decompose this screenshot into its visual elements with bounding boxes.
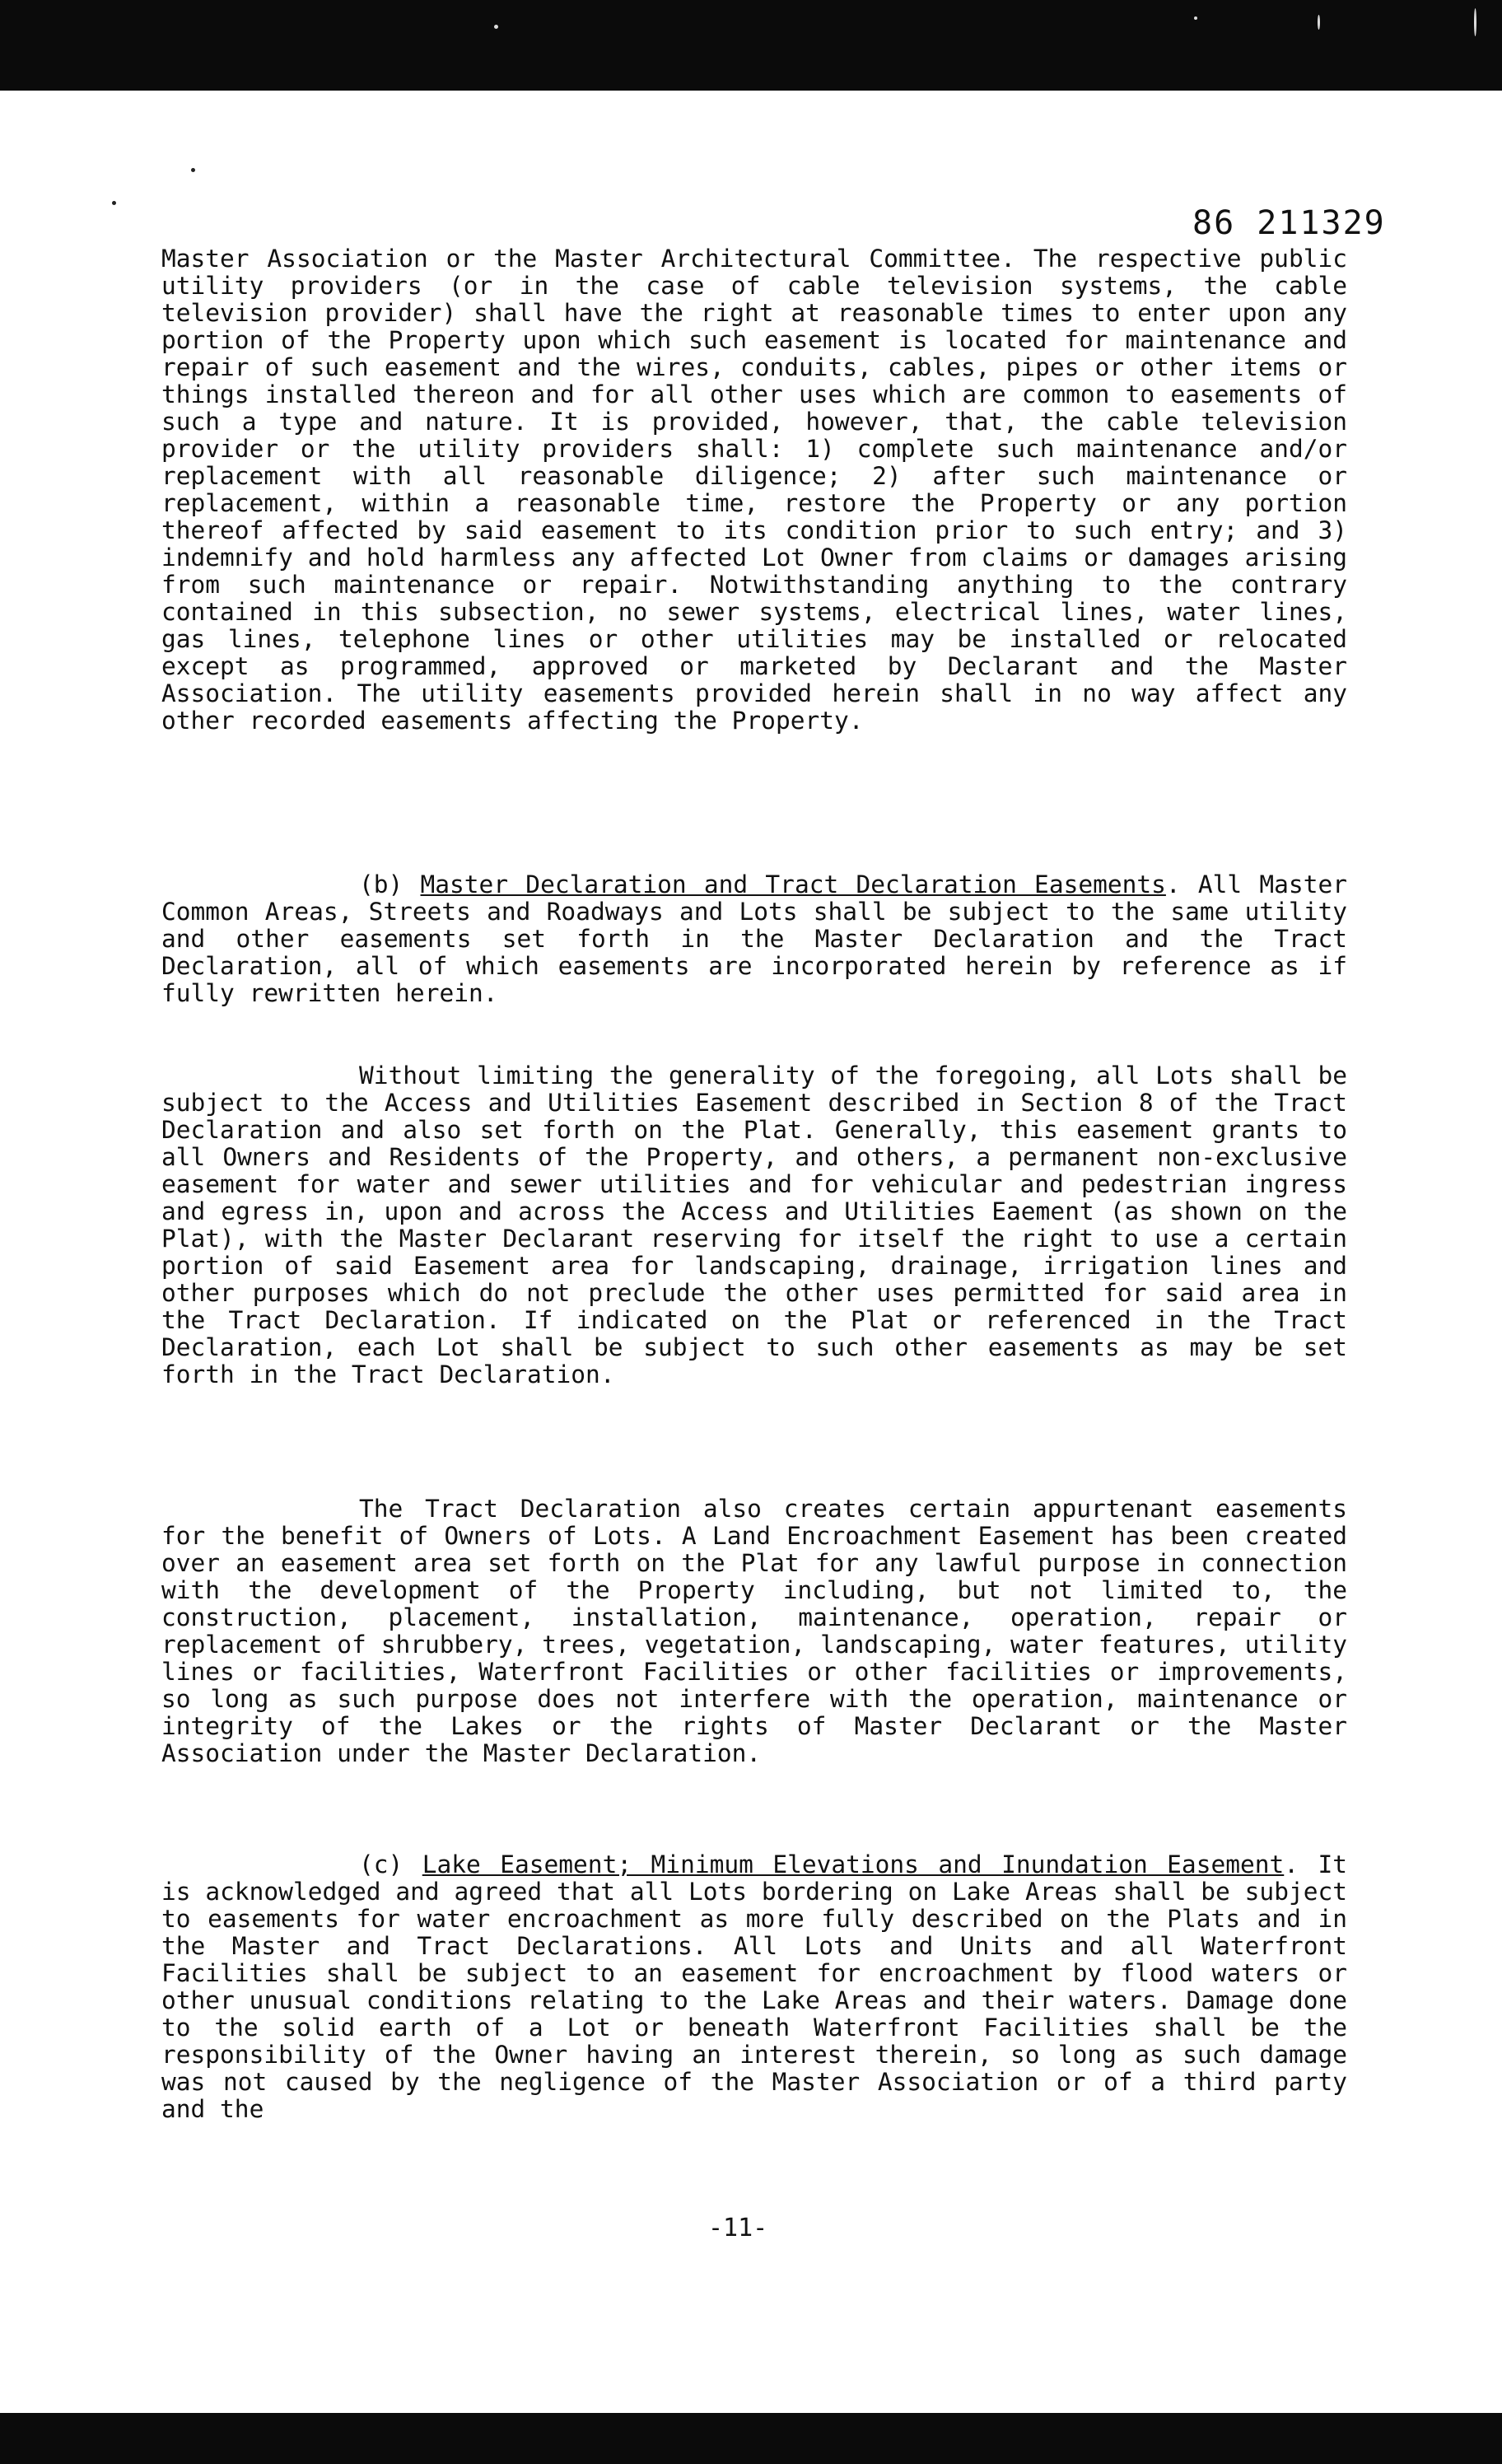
paragraph-master-tract-easements	[161, 871, 1347, 1007]
scan-speck	[494, 25, 498, 29]
scan-speck	[1474, 8, 1476, 36]
document-number: 86 211329	[1192, 204, 1386, 242]
subsection-marker: (b)	[359, 870, 421, 898]
paragraph-body: . All Master Common Areas, Streets and Roadways and Lots shall be subject to the same utility and other easements set forth in the Master Declaration and the Tract Declaration, all of which easements are incorporated herein by reference as if fully rewritten herein.	[161, 870, 1347, 1007]
subsection-heading: Master Declaration and Tract Declaration Easements	[420, 870, 1166, 898]
subsection-heading: Lake Easement; Minimum Elevations and Inundation Easement	[422, 1850, 1285, 1878]
paragraph-lake-easement	[161, 1851, 1347, 2123]
scan-speck	[1318, 15, 1320, 30]
paragraph-utility-easements: Master Association or the Master Architectural Committee. The respective public utility providers (or in the case of cable television systems, the cable television provider) shall have the right at reasonable times to enter upon any portion of the Property upon which such easement is located for maintenance and repair of such easement and the wires, conduits, cables, pipes or other items or things installed thereon and for all other uses which are common to easements of such a type and nature. It is provided, however, that, the cable television provider or the utility providers shall: 1) complete such maintenance and/or replacement with all reasonable diligence; 2) after such maintenance or replacement, within a reasonable time, restore the Property or any portion thereof affected by said easement to its condition prior to such entry; and 3) indemnify and hold harmless any affected Lot Owner from claims or damages arising from such maintenance or repair. Notwithstanding anything to the contrary contained in this subsection, no sewer systems, electrical lines, water lines, gas lines, telephone lines or other utilities may be installed or relocated except as programmed, approved or marketed by Declarant and the Master Association. The utility easements provided herein shall in no way affect any other recorded easements affecting the Property.	[161, 245, 1347, 735]
scan-mark	[191, 168, 195, 172]
page-number: -11-	[708, 2214, 768, 2242]
paragraph-body: . It is acknowledged and agreed that all Lots bordering on Lake Areas shall be subject to easements for water encroachment as more fully described on the Plats and in the Master and Tract Declarations. All Lots and Units and all Waterfront Facilities shall be subject to an easement for encroachment by flood waters or other unusual conditions relating to the Lake Areas and their waters. Damage done to the solid earth of a Lot or beneath Waterfront Facilities shall be the responsibility of the Owner having an interest therein, so long as such damage was not caused by the negligence of the Master Association or of a third party and the	[161, 1850, 1348, 2123]
scan-mark	[112, 201, 116, 205]
paragraph-land-encroachment-easement: The Tract Declaration also creates certain appurtenant easements for the benefit of Owners of Lots. A Land Encroachment Easement has been created over an easement area set forth on the Plat for any lawful purpose in connection with the development of the Property including, but not limited to, the construction, placement, installation, maintenance, operation, repair or replacement of shrubbery, trees, vegetation, landscaping, water features, utility lines or facilities, Waterfront Facilities or other facilities or improvements, so long as such purpose does not interfere with the operation, maintenance or integrity of the Lakes or the rights of Master Declarant or the Master Association under the Master Declaration.	[161, 1495, 1347, 1767]
subsection-marker: (c)	[359, 1850, 422, 1878]
scan-top-border	[0, 0, 1502, 91]
scan-bottom-border	[0, 2413, 1502, 2464]
paragraph-access-utilities-easement: Without limiting the generality of the foregoing, all Lots shall be subject to the Access and Utilities Easement described in Section 8 of the Tract Declaration and also set forth on the Plat. Generally, this easement grants to all Owners and Residents of the Property, and others, a permanent non-exclusive easement for water and sewer utilities and for vehicular and pedestrian ingress and egress in, upon and across the Access and Utilities Eaement (as shown on the Plat), with the Master Declarant reserving for itself the right to use a certain portion of said Easement area for landscaping, drainage, irrigation lines and other purposes which do not preclude the other uses permitted for said area in the Tract Declaration. If indicated on the Plat or referenced in the Tract Declaration, each Lot shall be subject to such other easements as may be set forth in the Tract Declaration.	[161, 1062, 1347, 1388]
scan-speck	[1194, 16, 1197, 20]
